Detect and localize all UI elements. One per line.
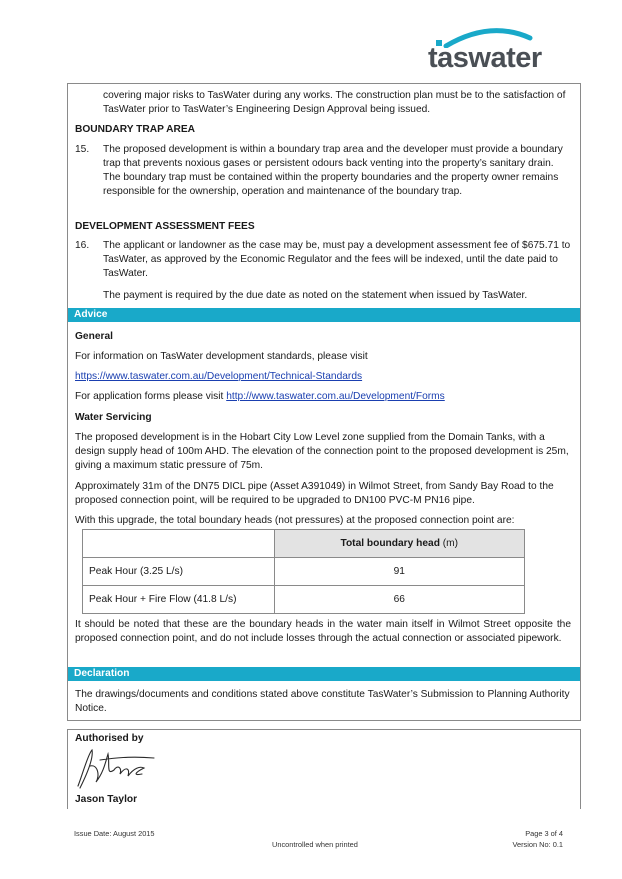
table-header-unit: (m) <box>442 537 459 549</box>
declaration-band: Declaration <box>68 667 580 681</box>
footer-version: Version No: 0.1 <box>512 840 563 849</box>
fees-heading: DEVELOPMENT ASSESSMENT FEES <box>75 221 255 232</box>
continuation-text: covering major risks to TasWater during any works. The construction plan must be to the satisfaction of TasWater prior to TasWater’s Engineering Design Approval being issued. <box>103 90 566 115</box>
table-row <box>83 586 525 614</box>
table-header-row <box>83 530 525 558</box>
signatory-name: Jason Taylor <box>75 794 138 805</box>
declaration-text: The drawings/documents and conditions stated above constitute TasWater’s Submission to Planning Authority Notice. <box>75 689 570 714</box>
footer-uncontrolled: Uncontrolled when printed <box>272 840 358 849</box>
forms-text: For application forms please visit <box>75 391 224 402</box>
authorisation-frame <box>67 729 581 809</box>
water-paragraph-3: With this upgrade, the total boundary heads (not pressures) at the proposed connection point are: <box>75 515 515 526</box>
table-row-label: Peak Hour + Fire Flow (41.8 L/s) <box>83 586 275 614</box>
water-servicing-heading: Water Servicing <box>75 412 152 423</box>
table-header-blank <box>83 530 275 558</box>
advice-band: Advice <box>68 308 580 322</box>
logo-text: taswater <box>428 42 542 74</box>
boundary-trap-heading: BOUNDARY TRAP AREA <box>75 124 195 135</box>
water-paragraph-1: The proposed development is in the Hobart City Low Level zone supplied from the Domain Tanks, with a design supply head of 100m AHD. The elevation of the connection point to the proposed development is 25m, giving a maximum static pressure of 75m. <box>75 432 569 471</box>
standards-link[interactable]: https://www.taswater.com.au/Development/Technical-Standards <box>75 371 363 382</box>
forms-link[interactable]: http://www.taswater.com.au/Development/Forms <box>226 391 445 402</box>
item-number-16: 16. <box>75 240 90 251</box>
footer-page-number: Page 3 of 4 <box>525 829 563 838</box>
taswater-logo <box>428 26 552 76</box>
table-header-label: Total boundary head <box>340 537 440 549</box>
water-paragraph-4: It should be noted that these are the boundary heads in the water main itself in Wilmot Street opposite the proposed connection point, and do not include losses through the actual connection or associated pipework. <box>75 619 571 644</box>
standards-info-text: For information on TasWater development standards, please visit <box>75 351 368 362</box>
table-row-value: 91 <box>274 558 524 586</box>
signature-image <box>70 746 160 792</box>
payment-text: The payment is required by the due date as noted on the statement when issued by TasWater. <box>103 290 528 301</box>
table-row-label: Peak Hour (3.25 L/s) <box>83 558 275 586</box>
footer-issue-date: Issue Date: August 2015 <box>74 829 155 838</box>
item-number-15: 15. <box>75 144 90 155</box>
boundary-trap-text: The proposed development is within a boundary trap area and the developer must provide a boundary trap that prevents noxious gases or persistent odours back venting into the property’s sanitary drain. The boundary trap must be contained within the property boundaries and the property owner remains responsible for the ownership, operation and maintenance of the boundary trap. <box>103 144 563 197</box>
boundary-heads-table <box>82 529 525 614</box>
table-row-value: 66 <box>274 586 524 614</box>
table-header-cell <box>274 530 524 558</box>
standards-link-row <box>75 370 571 384</box>
table-row <box>83 558 525 586</box>
main-content-frame <box>67 83 581 721</box>
general-heading: General <box>75 331 113 342</box>
water-paragraph-2: Approximately 31m of the DN75 DICL pipe (Asset A391049) in Wilmot Street, from Sandy Bay Road to the proposed connection point, will be required to be upgraded to DN100 PVC-M PN16 pipe. <box>75 481 554 506</box>
fees-text: The applicant or landowner as the case may be, must pay a development assessment fee of $675.71 to TasWater, as approved by the Economic Regulator and the fees will be indexed, until the date paid to TasWater. <box>103 240 571 279</box>
authorised-by-heading: Authorised by <box>75 733 144 744</box>
forms-row <box>75 390 571 404</box>
